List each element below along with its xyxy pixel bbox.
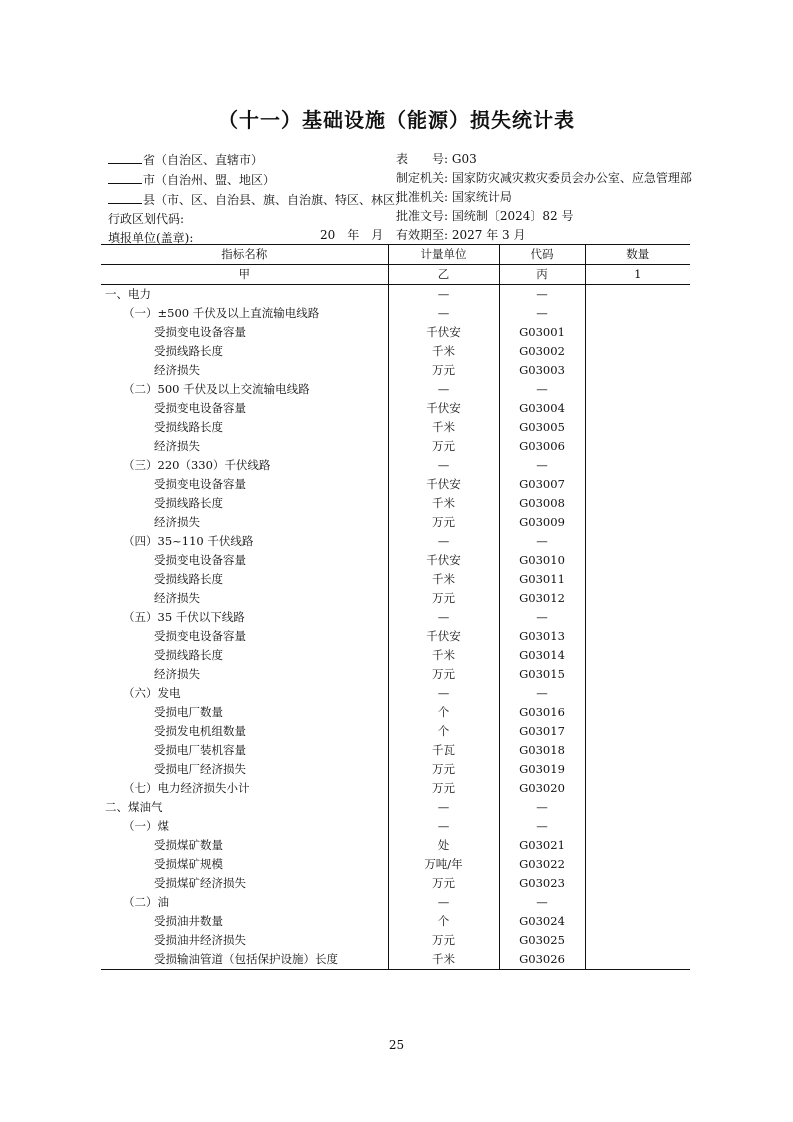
- table-subheader-row: [101, 265, 690, 285]
- table-row: [101, 855, 690, 874]
- indicator-name-cell: 受损煤矿数量: [101, 836, 388, 855]
- indicator-name-cell: 受损油井数量: [101, 912, 388, 931]
- table-row: [101, 665, 690, 684]
- indicator-name-cell: 受损变电设备容量: [101, 551, 388, 570]
- unit-cell: 万元: [388, 589, 499, 608]
- quantity-cell: [585, 817, 690, 836]
- indicator-name-cell: 受损变电设备容量: [101, 627, 388, 646]
- quantity-cell: [585, 798, 690, 817]
- table-row: [101, 912, 690, 931]
- code-cell: G03022: [499, 855, 585, 874]
- quantity-cell: [585, 836, 690, 855]
- indicator-name-cell: 受损线路长度: [101, 342, 388, 361]
- code-cell: —: [499, 456, 585, 475]
- quantity-cell: [585, 361, 690, 380]
- unit-cell: 万元: [388, 779, 499, 798]
- unit-cell: 万元: [388, 874, 499, 893]
- valid-until: 有效期至: 2027 年 3 月: [396, 228, 526, 242]
- code-cell: G03024: [499, 912, 585, 931]
- table-row: [101, 570, 690, 589]
- quantity-cell: [585, 665, 690, 684]
- unit-cell: 千伏安: [388, 323, 499, 342]
- indicator-name-cell: 受损变电设备容量: [101, 399, 388, 418]
- code-cell: G03013: [499, 627, 585, 646]
- unit-cell: —: [388, 684, 499, 703]
- code-cell: G03006: [499, 437, 585, 456]
- code-cell: G03017: [499, 722, 585, 741]
- unit-cell: 千伏安: [388, 475, 499, 494]
- table-row: [101, 456, 690, 475]
- table-row: [101, 380, 690, 399]
- city-label: 市（自治州、盟、地区）: [143, 173, 276, 187]
- subheader-a: 甲: [101, 265, 388, 285]
- quantity-cell: [585, 570, 690, 589]
- unit-cell: —: [388, 798, 499, 817]
- quantity-cell: [585, 760, 690, 779]
- code-cell: G03004: [499, 399, 585, 418]
- code-cell: G03010: [499, 551, 585, 570]
- table-header-row: [101, 245, 690, 265]
- header-indicator: 指标名称: [101, 245, 388, 265]
- table-row: [101, 684, 690, 703]
- table-row: [101, 589, 690, 608]
- page-number: 25: [388, 1038, 405, 1052]
- unit-cell: —: [388, 285, 499, 305]
- table-row: [101, 874, 690, 893]
- code-cell: G03012: [499, 589, 585, 608]
- indicator-name-cell: （五）35 千伏以下线路: [101, 608, 388, 627]
- unit-cell: 千伏安: [388, 399, 499, 418]
- code-cell: —: [499, 817, 585, 836]
- indicator-name-cell: （六）发电: [101, 684, 388, 703]
- city-line: [108, 170, 407, 190]
- unit-cell: —: [388, 893, 499, 912]
- indicator-name-cell: 受损变电设备容量: [101, 475, 388, 494]
- county-line: [108, 190, 407, 210]
- indicator-name-cell: 受损线路长度: [101, 646, 388, 665]
- report-date: 20 年 月: [320, 228, 384, 242]
- table-row: [101, 741, 690, 760]
- indicator-name-cell: 受损变电设备容量: [101, 323, 388, 342]
- quantity-cell: [585, 931, 690, 950]
- unit-cell: 万元: [388, 760, 499, 779]
- unit-cell: 个: [388, 722, 499, 741]
- quantity-cell: [585, 627, 690, 646]
- table-row: [101, 361, 690, 380]
- quantity-cell: [585, 589, 690, 608]
- table-row: [101, 475, 690, 494]
- unit-cell: 千米: [388, 570, 499, 589]
- table-row: [101, 399, 690, 418]
- header-code: 代码: [499, 245, 585, 265]
- table-row: [101, 646, 690, 665]
- table-row: [101, 304, 690, 323]
- city-blank: [108, 170, 142, 184]
- code-cell: —: [499, 304, 585, 323]
- unit-cell: 万吨/年: [388, 855, 499, 874]
- table-row: [101, 893, 690, 912]
- table-row: [101, 817, 690, 836]
- unit-cell: 万元: [388, 437, 499, 456]
- unit-cell: —: [388, 456, 499, 475]
- code-cell: G03016: [499, 703, 585, 722]
- code-cell: —: [499, 380, 585, 399]
- table-row: [101, 798, 690, 817]
- table-row: [101, 323, 690, 342]
- table-row: [101, 836, 690, 855]
- table-row: [101, 703, 690, 722]
- table-row: [101, 722, 690, 741]
- province-label: 省（自治区、直辖市）: [143, 153, 264, 167]
- indicator-name-cell: 受损电厂经济损失: [101, 760, 388, 779]
- unit-cell: 千米: [388, 950, 499, 970]
- code-cell: G03003: [499, 361, 585, 380]
- reporting-unit-label: 填报单位(盖章):: [108, 231, 194, 245]
- statistics-table: [101, 244, 690, 970]
- indicator-name-cell: （七）电力经济损失小计: [101, 779, 388, 798]
- table-row: [101, 931, 690, 950]
- code-cell: —: [499, 684, 585, 703]
- code-cell: G03026: [499, 950, 585, 970]
- table-row: [101, 779, 690, 798]
- issuing-authority: 制定机关: 国家防灾减灾救灾委员会办公室、应急管理部: [396, 171, 692, 185]
- county-blank: [108, 190, 142, 204]
- indicator-name-cell: 经济损失: [101, 513, 388, 532]
- unit-cell: 万元: [388, 361, 499, 380]
- code-cell: G03001: [499, 323, 585, 342]
- unit-cell: 万元: [388, 513, 499, 532]
- indicator-name-cell: 经济损失: [101, 665, 388, 684]
- unit-cell: —: [388, 380, 499, 399]
- code-cell: G03002: [499, 342, 585, 361]
- quantity-cell: [585, 399, 690, 418]
- table-row: [101, 342, 690, 361]
- quantity-cell: [585, 342, 690, 361]
- unit-cell: 个: [388, 703, 499, 722]
- unit-cell: 处: [388, 836, 499, 855]
- code-cell: G03014: [499, 646, 585, 665]
- indicator-name-cell: 受损煤矿规模: [101, 855, 388, 874]
- unit-cell: —: [388, 532, 499, 551]
- quantity-cell: [585, 893, 690, 912]
- quantity-cell: [585, 380, 690, 399]
- indicator-name-cell: 经济损失: [101, 437, 388, 456]
- quantity-cell: [585, 855, 690, 874]
- unit-cell: 个: [388, 912, 499, 931]
- region-code-label: 行政区划代码:: [108, 212, 185, 226]
- quantity-cell: [585, 532, 690, 551]
- indicator-name-cell: 经济损失: [101, 361, 388, 380]
- unit-cell: 千米: [388, 646, 499, 665]
- indicator-name-cell: （四）35~110 千伏线路: [101, 532, 388, 551]
- table-row: [101, 437, 690, 456]
- indicator-name-cell: 受损电厂装机容量: [101, 741, 388, 760]
- quantity-cell: [585, 418, 690, 437]
- indicator-name-cell: 受损煤矿经济损失: [101, 874, 388, 893]
- code-cell: G03020: [499, 779, 585, 798]
- code-cell: —: [499, 285, 585, 305]
- province-blank: [108, 150, 142, 164]
- code-cell: G03019: [499, 760, 585, 779]
- code-cell: G03025: [499, 931, 585, 950]
- subheader-1: 1: [585, 265, 690, 285]
- table-row: [101, 494, 690, 513]
- quantity-cell: [585, 304, 690, 323]
- indicator-name-cell: （一）煤: [101, 817, 388, 836]
- unit-cell: 千伏安: [388, 551, 499, 570]
- quantity-cell: [585, 285, 690, 305]
- approving-authority: 批准机关: 国家统计局: [396, 190, 512, 204]
- table-row: [101, 950, 690, 970]
- unit-cell: 千伏安: [388, 627, 499, 646]
- indicator-name-cell: 受损线路长度: [101, 570, 388, 589]
- quantity-cell: [585, 456, 690, 475]
- indicator-name-cell: 受损油井经济损失: [101, 931, 388, 950]
- code-cell: —: [499, 798, 585, 817]
- code-cell: —: [499, 893, 585, 912]
- code-cell: —: [499, 532, 585, 551]
- code-cell: G03018: [499, 741, 585, 760]
- code-cell: G03009: [499, 513, 585, 532]
- quantity-cell: [585, 779, 690, 798]
- table-row: [101, 551, 690, 570]
- unit-cell: 千米: [388, 418, 499, 437]
- quantity-cell: [585, 323, 690, 342]
- indicator-name-cell: 受损线路长度: [101, 494, 388, 513]
- unit-cell: 万元: [388, 665, 499, 684]
- quantity-cell: [585, 437, 690, 456]
- province-line: [108, 150, 407, 170]
- quantity-cell: [585, 475, 690, 494]
- table-row: [101, 627, 690, 646]
- code-cell: G03023: [499, 874, 585, 893]
- quantity-cell: [585, 722, 690, 741]
- quantity-cell: [585, 874, 690, 893]
- code-cell: G03015: [499, 665, 585, 684]
- indicator-name-cell: 经济损失: [101, 589, 388, 608]
- table-row: [101, 418, 690, 437]
- code-cell: —: [499, 608, 585, 627]
- indicator-name-cell: （二）油: [101, 893, 388, 912]
- indicator-name-cell: 受损电厂数量: [101, 703, 388, 722]
- indicator-name-cell: 受损发电机组数量: [101, 722, 388, 741]
- unit-cell: 万元: [388, 931, 499, 950]
- subheader-b: 乙: [388, 265, 499, 285]
- indicator-name-cell: 受损输油管道（包括保护设施）长度: [101, 950, 388, 970]
- unit-cell: 千瓦: [388, 741, 499, 760]
- unit-cell: —: [388, 817, 499, 836]
- county-label: 县（市、区、自治县、旗、自治旗、特区、林区）: [143, 193, 408, 207]
- quantity-cell: [585, 703, 690, 722]
- unit-cell: 千米: [388, 494, 499, 513]
- subheader-c: 丙: [499, 265, 585, 285]
- table-row: [101, 513, 690, 532]
- page-title: （十一）基础设施（能源）损失统计表: [218, 108, 575, 132]
- table-row: [101, 285, 690, 305]
- indicator-name-cell: （二）500 千伏及以上交流输电线路: [101, 380, 388, 399]
- code-cell: G03007: [499, 475, 585, 494]
- indicator-name-cell: （一）±500 千伏及以上直流输电线路: [101, 304, 388, 323]
- table-row: [101, 532, 690, 551]
- quantity-cell: [585, 608, 690, 627]
- code-cell: G03021: [499, 836, 585, 855]
- code-cell: G03005: [499, 418, 585, 437]
- quantity-cell: [585, 513, 690, 532]
- table-row: [101, 608, 690, 627]
- code-cell: G03008: [499, 494, 585, 513]
- unit-cell: 千米: [388, 342, 499, 361]
- header-unit: 计量单位: [388, 245, 499, 265]
- indicator-name-cell: 受损线路长度: [101, 418, 388, 437]
- approval-number: 批准文号: 国统制〔2024〕82 号: [396, 209, 574, 223]
- code-cell: G03011: [499, 570, 585, 589]
- quantity-cell: [585, 912, 690, 931]
- form-number: 表 号: G03: [396, 152, 477, 166]
- indicator-name-cell: 一、电力: [101, 285, 388, 305]
- indicator-name-cell: 二、煤油气: [101, 798, 388, 817]
- quantity-cell: [585, 551, 690, 570]
- quantity-cell: [585, 950, 690, 970]
- quantity-cell: [585, 494, 690, 513]
- indicator-name-cell: （三）220（330）千伏线路: [101, 456, 388, 475]
- header-quantity: 数量: [585, 245, 690, 265]
- unit-cell: —: [388, 304, 499, 323]
- unit-cell: —: [388, 608, 499, 627]
- header-right: [396, 150, 692, 245]
- quantity-cell: [585, 684, 690, 703]
- table-row: [101, 760, 690, 779]
- quantity-cell: [585, 741, 690, 760]
- quantity-cell: [585, 646, 690, 665]
